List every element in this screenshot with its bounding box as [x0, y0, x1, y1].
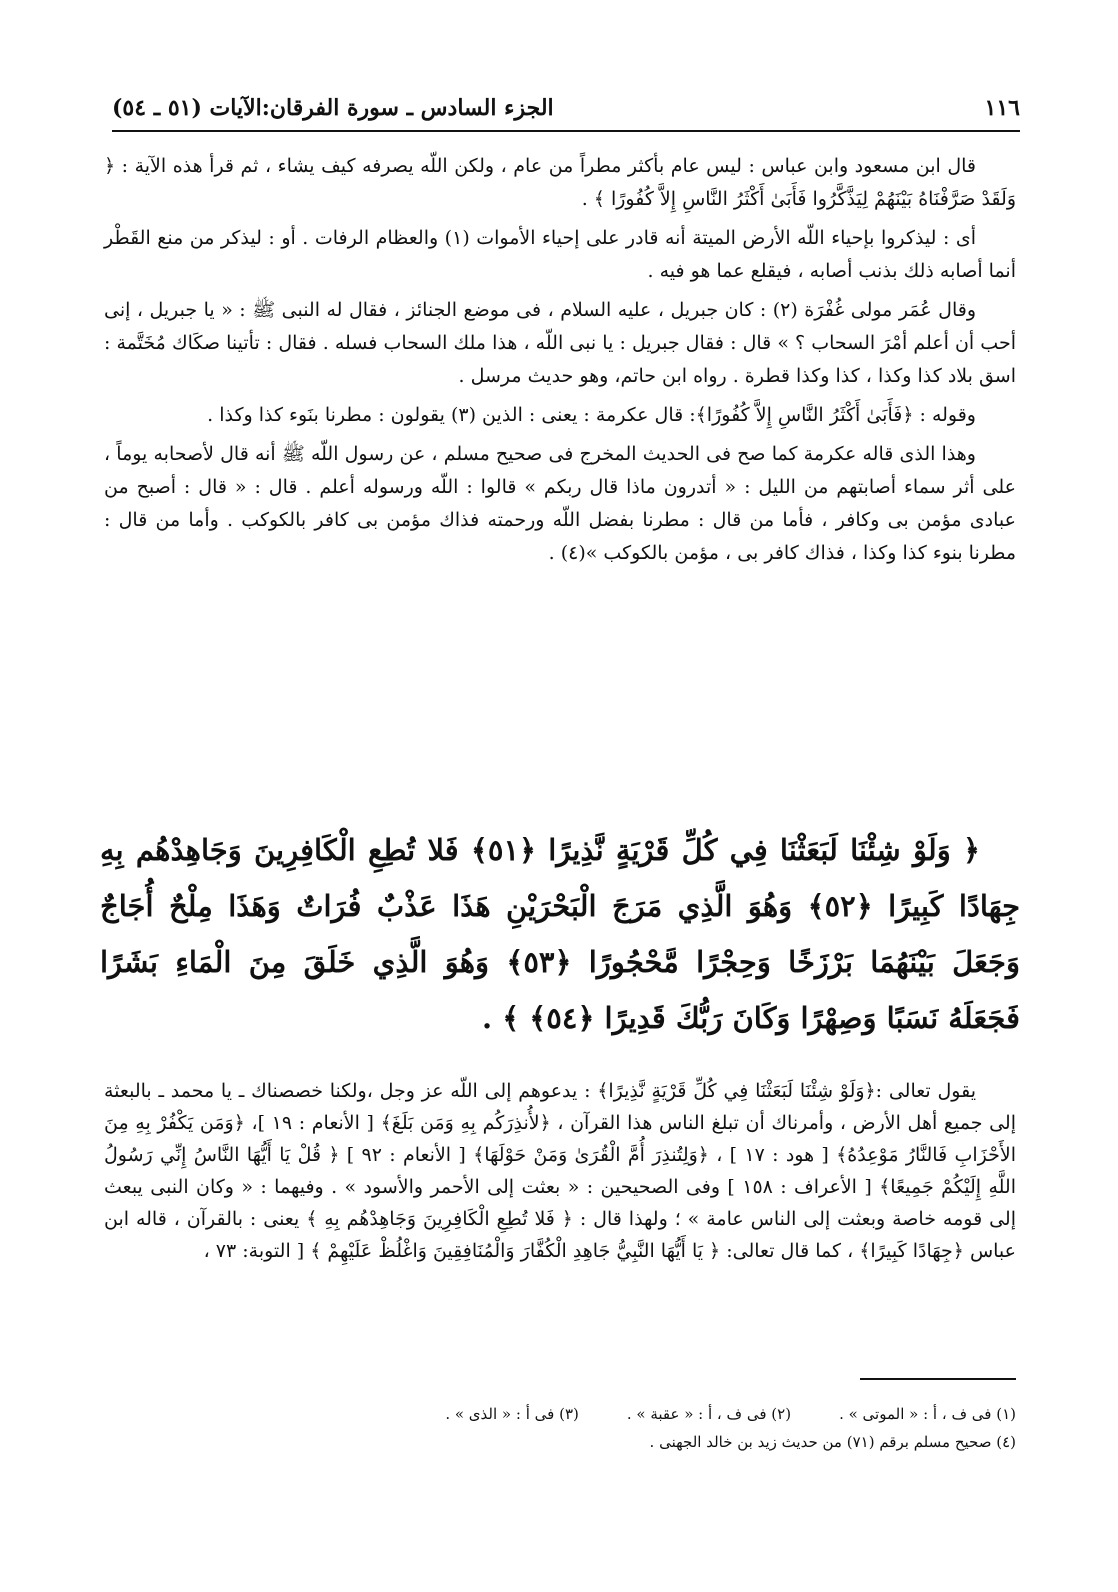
- footnote-3: (٣) فى أ : « الذى » .: [445, 1405, 579, 1423]
- paragraph: قال ابن مسعود وابن عباس : ليس عام بأكثر مطراً من عام ، ولكن اللّه يصرفه كيف يشاء ، ثم قرأ هذه الآية : ﴿ وَلَقَدْ صَرَّفْنَاهُ بَيْنَهُمْ لِيَذَّكَّرُوا فَأَبَىٰ أَكْثَرُ النَّاسِ إِلاَّ كُفُورًا ﴾ .: [104, 155, 1016, 210]
- header-rule: [112, 130, 1020, 132]
- footnote-2: (٢) فى ف ، أ : « عقبة » .: [626, 1405, 792, 1423]
- paragraph: وقوله : ﴿فَأَبَىٰ أَكْثَرُ النَّاسِ إِلاَّ كُفُورًا﴾: قال عكرمة : يعنى : الذين (٣) يقولون : مطرنا بنَوء كذا وكذا .: [207, 404, 976, 426]
- paragraph: وقال عُمَر مولى غُفْرَة (٢) : كان جبريل ، عليه السلام ، فى موضع الجنائز ، فقال له النبى ﷺ : « يا جبريل ، إنى أحب أن أعلم أمْرَ السحاب ؟ » قال : فقال جبريل : يا نبى اللّه ، هذا ملك السحاب فسله . فقال : تأتينا صكَاك مُخَتَّمة : اسق بلاد كذا وكذا ، كذا وكذا قطرة . رواه ابن حاتم، وهو حديث مرسل .: [104, 299, 1016, 387]
- header-title: الجزء السادس ـ سورة الفرقان:الآيات (٥١ ـ ٥٤): [112, 95, 554, 121]
- paragraph: يقول تعالى :﴿وَلَوْ شِئْنَا لَبَعَثْنَا فِي كُلِّ قَرْيَةٍ نَّذِيرًا﴾ : يدعوهم إلى اللّه عز وجل ،ولكنا خصصناك ـ يا محمد ـ بالبعثة إلى جميع أهل الأرض ، وأمرناك أن تبلغ الناس هذا القرآن ، ﴿لأُنذِرَكُم بِهِ وَمَن بَلَغَ﴾ [ الأنعام : ١٩ ]، ﴿وَمَن يَكْفُرْ بِهِ مِنَ الأَحْزَابِ فَالنَّارُ مَوْعِدُهُ﴾ [ هود : ١٧ ] ، ﴿وَلِتُنذِرَ أُمَّ الْقُرَىٰ وَمَنْ حَوْلَهَا﴾ [ الأنعام : ٩٢ ] ﴿ قُلْ يَا أَيُّهَا النَّاسُ إِنِّي رَسُولُ اللَّهِ إِلَيْكُمْ جَمِيعًا﴾ [ الأعراف : ١٥٨ ] وفى الصحيحين : « بعثت إلى الأحمر والأسود » . وفيهما : « وكان النبى يبعث إلى قومه خاصة وبعثت إلى الناس عامة » ؛ ولهذا قال : ﴿ فَلا تُطِعِ الْكَافِرِينَ وَجَاهِدْهُم بِهِ ﴾ يعنى : بالقرآن ، قاله ابن عباس ﴿جِهَادًا كَبِيرًا﴾ ، كما قال تعالى: ﴿ يَا أَيُّهَا النَّبِيُّ جَاهِدِ الْكُفَّارَ وَالْمُنَافِقِينَ وَاغْلُظْ عَلَيْهِمْ ﴾ [ التوبة: ٧٣ ،: [104, 1080, 1016, 1262]
- quran-verses-block: ﴿ وَلَوْ شِئْنَا لَبَعَثْنَا فِي كُلِّ قَرْيَةٍ نَّذِيرًا ﴿٥١﴾ فَلا تُطِعِ الْكَافِرِينَ وَجَاهِدْهُم بِهِ جِهَادًا كَبِيرًا ﴿٥٢﴾ وَهُوَ الَّذِي مَرَجَ الْبَحْرَيْنِ هَذَا عَذْبٌ فُرَاتٌ وَهَذَا مِلْحٌ أُجَاجٌ وَجَعَلَ بَيْنَهُمَا بَرْزَخًا وَحِجْرًا مَّحْجُورًا ﴿٥٣﴾ وَهُوَ الَّذِي خَلَقَ مِنَ الْمَاءِ بَشَرًا فَجَعَلَهُ نَسَبًا وَصِهْرًا وَكَانَ رَبُّكَ قَدِيرًا ﴿٥٤﴾ ﴾ .: [100, 833, 1021, 1035]
- commentary-text: [104, 1075, 1016, 1267]
- paragraph: أى : ليذكروا بإحياء اللّه الأرض الميتة أنه قادر على إحياء الأموات (١) والعظام الرفات . أو : ليذكر من منع القَطْر أنما أصابه ذلك بذنب أصابه ، فيقلع عما هو فيه .: [104, 227, 1016, 282]
- footnote-4: (٤) صحيح مسلم برقم (٧١) من حديث زيد بن خالد الجهنى .: [649, 1433, 1016, 1451]
- footnote-row: [300, 1400, 1016, 1428]
- main-text: [104, 150, 1016, 576]
- running-header: [112, 88, 1020, 128]
- footnote-rule: [860, 1378, 1016, 1380]
- footnotes: [300, 1400, 1016, 1456]
- footnote-1: (١) فى ف ، أ : « الموتى » .: [839, 1405, 1016, 1423]
- page-number: ١١٦: [984, 95, 1020, 121]
- paragraph: وهذا الذى قاله عكرمة كما صح فى الحديث المخرج فى صحيح مسلم ، عن رسول اللّه ﷺ أنه قال لأصحابه يوماً ، على أثر سماء أصابتهم من الليل : « أتدرون ماذا قال ربكم » قالوا : اللّه ورسوله أعلم . قال : « قال : أصبح من عبادى مؤمن بى وكافر ، فأما من قال : مطرنا بفضل اللّه ورحمته فذاك مؤمن بى كافر بالكوكب . وأما من قال : مطرنا بنوء كذا وكذا ، فذاك كافر بى ، مؤمن بالكوكب »(٤) .: [104, 443, 1016, 564]
